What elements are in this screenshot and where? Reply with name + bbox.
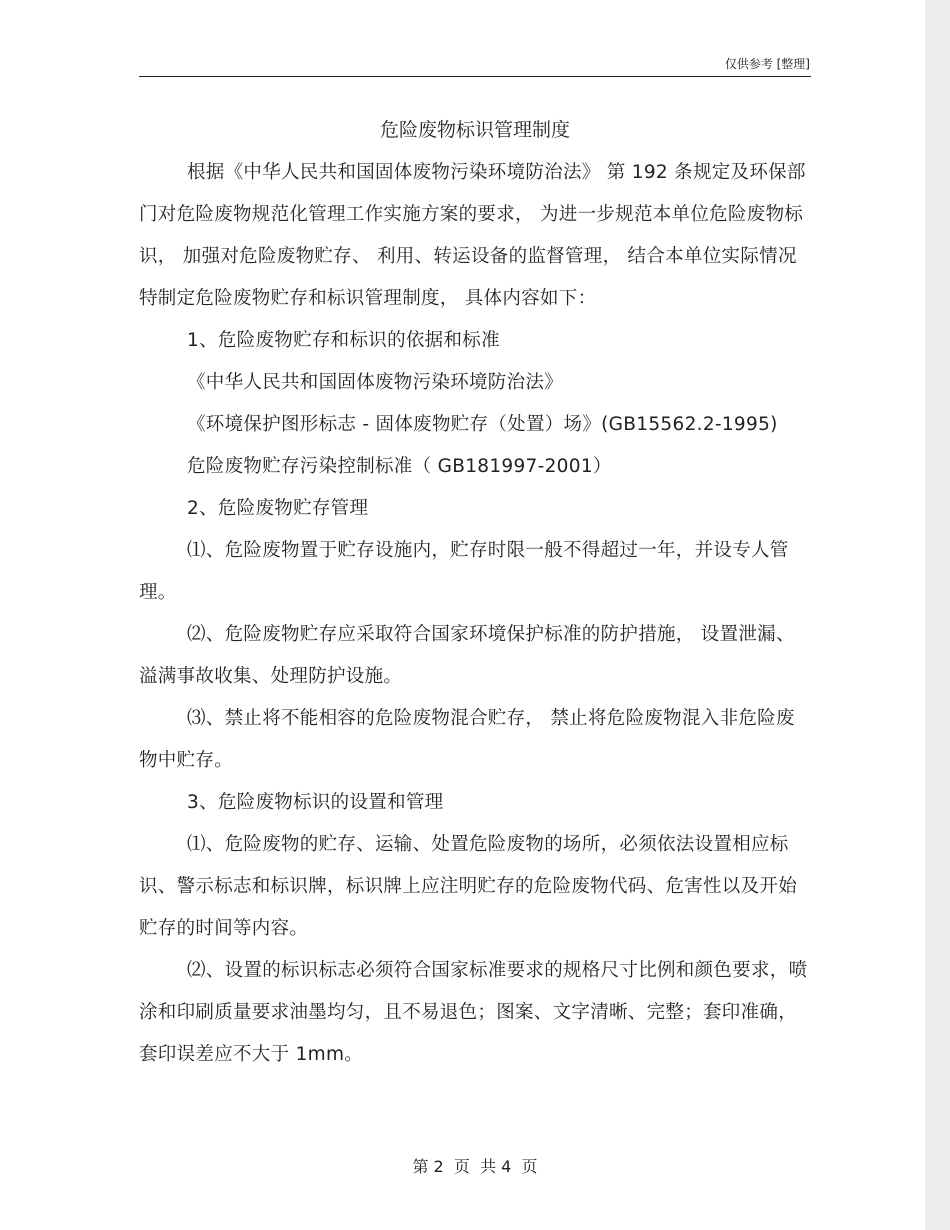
standard-reference-3: 危险废物贮存污染控制标准（ GB181997-2001）	[187, 456, 612, 477]
standard-reference-1: 《中华人民共和国固体废物污染环境防治法》	[187, 372, 564, 393]
document-title: 危险废物标识管理制度	[379, 119, 570, 141]
header-note: 仅供参考 [整理]	[724, 57, 810, 71]
section-heading-2: 2、危险废物贮存管理	[187, 498, 369, 519]
section-heading-3: 3、危险废物标识的设置和管理	[187, 792, 444, 813]
paragraph-2-3: ⑶、禁止将不能相容的危险废物混合贮存， 禁止将危险废物混入非危险废物中贮存。	[139, 708, 795, 771]
page-number: 第 2 页 共 4 页	[412, 1157, 538, 1176]
paragraph-2-1: ⑴、危险废物置于贮存设施内，贮存时限一般不得超过一年，并设专人管理。	[139, 540, 789, 603]
paragraph-3-2: ⑵、设置的标识标志必须符合国家标准要求的规格尺寸比例和颜色要求，喷涂和印刷质量要求油墨均匀，且不易退色；图案、文字清晰、完整；套印准确，套印误差应不大于 1mm。	[139, 960, 808, 1065]
document-body	[139, 152, 811, 1076]
section-heading-1: 1、危险废物贮存和标识的依据和标准	[187, 330, 500, 351]
standard-reference-2: 《环境保护图形标志 - 固体废物贮存（处置）场》(GB15562.2-1995)	[187, 414, 778, 435]
paragraph-intro: 根据《中华人民共和国固体废物污染环境防治法》 第 192 条规定及环保部门对危险废物规范化管理工作实施方案的要求， 为进一步规范本单位危险废物标识， 加强对危险废物贮存、 利用、转运设备的监督管理， 结合本单位实际情况特制定危险废物贮存和标识管理制度， 具体内容如下：	[139, 162, 806, 309]
paragraph-2-2: ⑵、危险废物贮存应采取符合国家环境保护标准的防护措施， 设置泄漏、溢满事故收集、处理防护设施。	[139, 624, 795, 687]
header-divider	[139, 76, 811, 77]
paragraph-3-1: ⑴、危险废物的贮存、运输、处置危险废物的场所，必须依法设置相应标识、警示标志和标识牌，标识牌上应注明贮存的危险废物代码、危害性以及开始贮存的时间等内容。	[139, 834, 798, 939]
